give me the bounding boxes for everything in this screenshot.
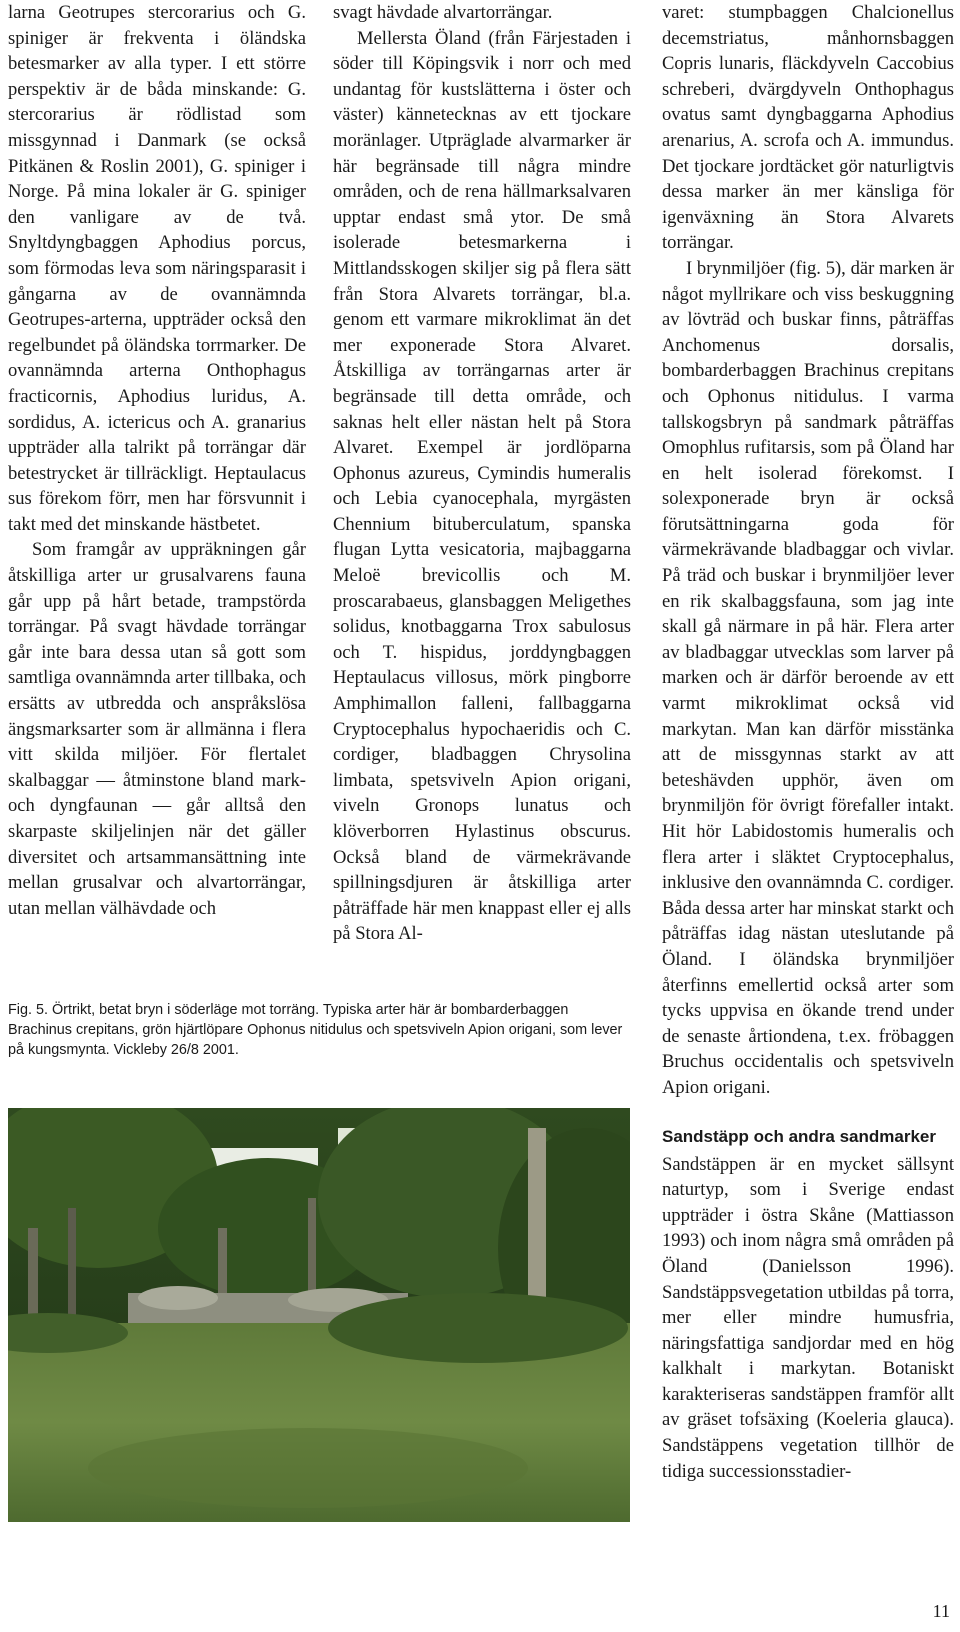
text-column-2 [333, 0, 631, 947]
section-heading: Sandstäpp och andra sandmarker [662, 1126, 936, 1146]
body-paragraph: I brynmiljöer (fig. 5), där marken är något myllrikare och viss beskuggning av lövträd och buskar finns, påträffas Anchomenus dorsalis, bombarderbaggen Brachinus crepitans och Ophonus nitidulus. I varma tallskogsbryn på sandmark påträffas Omophlus rufitarsis, som på Öland har en helt isolerad förekomst. I solexponerade bryn är också förutsättningarna goda för värmekrävande bladbaggar och vivlar. På träd och buskar i brynmiljöer lever en rik skalbaggsfauna, som jag inte skall gå närmare in på här. Flera arter av bladbaggar utvecklas som larver på marken och är därför beroende av ett varmt mikroklimat också vid markytan. Man kan därför misstänka att de missgynnas starkt av att beteshävden upphör, även om brynmiljön för övrigt förefaller intakt. Hit hör Labidostomis humeralis och flera arter i släktet Cryptocephalus, inklusive den ovannämnda C. cordiger. Båda dessa arter har minskat starkt och påträffas idag nästan uteslutande på Öland. I öländska brynmiljöer återfinns emellertid också arter som tycks uppvisa en ökande trend under de senaste årtiondena, t.ex. fröbaggen Bruchus occidentalis och spetsviveln Apion origani. [662, 257, 954, 1098]
figure-caption: Fig. 5. Örtrikt, betat bryn i söderläge mot torräng. Typiska arter här är bombarderbaggen Brachinus crepitans, grön hjärtlöpare Ophonus nitidulus och spetsviveln Apion origani, som lever på kungsmynta. Vickleby 26/8 2001. [8, 1002, 623, 1058]
text-column-1 [8, 0, 306, 921]
text-column-3 [662, 0, 954, 1484]
body-paragraph: Sandstäppen är en mycket sällsynt naturtyp, som i Sverige endast uppträder i östra Skåne (Mattiasson 1993) och inom några små områden på Öland (Danielsson 1996). Sandstäppsvegetation utbildas på torra, mer eller mindre humusfria, näringsfattiga sandjordar med en hög kalkhalt i markytan. Botaniskt karakteriseras sandstäppen framför allt av gräset tofsäxing (Koeleria glauca). Sandstäppens vegetation tillhör de tidiga successionsstadier- [662, 1153, 954, 1482]
body-paragraph: varet: stumpbaggen Chalcionellus decemstriatus, månhornsbaggen Copris lunaris, fläckdyveln Caccobius schreberi, dvärgdyveln Onthophagus ovatus samt dyngbaggarna Aphodius arenarius, A. scrofa och A. immundus. Det tjockare jordtäcket gör naturligtvis dessa marker än mer känsliga för igenväxning än Stora Alvarets torrängar. [662, 2, 954, 254]
body-paragraph: Mellersta Öland (från Färjestaden i söder till Köpingsvik i norr och med undantag för kustslätterna i öster och väster) kännetecknas av ett tjockare moränlager. Utpräglade alvarmarker är här begränsade till några mindre områden, och de rena hällmarksalvaren upptar endast små ytor. De små isolerade betesmarkerna i Mittlandsskogen skiljer sig på flera sätt från Stora Alvarets torrängar, bl.a. genom ett varmare mikroklimat än det mer exponerade Stora Alvaret. Åtskilliga av torrängarnas arter är begränsade till detta område, och saknas helt eller nästan helt på Stora Alvaret. Exempel är jordlöparna Ophonus azureus, Cymindis humeralis och Lebia cyanocephala, myrgästen Chennium bituberculatum, spanska flugan Lytta vesicatoria, majbaggarna Meloë brevicollis och M. proscarabaeus, glansbaggen Meligethes solidus, knotbaggarna Trox sabulosus och T. hispidus, jorddyngbaggen Heptaulacus villosus, mörk pingborre Amphimallon falleni, fallbaggarna Cryptocephalus hypochaeridis och C. cordiger, bladbaggen Chrysolina limbata, spetsviveln Apion origani, viveln Gronops lunatus och klöverborren Hylastinus obscurus. Också bland de värmekrävande spillningsdjuren är åtskilliga arter påträffade här men knappast eller ej alls på Stora Al- [333, 27, 631, 945]
body-paragraph: Som framgår av uppräkningen går åtskilliga arter ur grusalvarens fauna går upp på hårt betade, trampstörda torrängar. På svagt hävdade torrängar går inte bara dessa utan så gott som samtliga ovannämnda arter tillbaka, och ersätts av utbredda och anspråkslösa ängsmarksarter som är allmänna i flera vitt skilda miljöer. För flertalet skalbaggar — åtminstone bland mark- och dyngfaunan — går alltså den skarpaste skiljelinjen när det gäller diversitet och artsammansättning inte mellan grusalvar och alvartorrängar, utan mellan välhävdade och [8, 539, 306, 919]
figure-photo [8, 1108, 630, 1522]
page-number: 11 [932, 1601, 950, 1621]
body-paragraph: larna Geotrupes stercorarius och G. spiniger är frekventa i öländska betesmarker av alla typer. I ett större perspektiv är de båda minskande: G. stercorarius är rödlistad som missgynnad i Danmark (se också Pitkänen & Roslin 2001), G. spiniger i Norge. På mina lokaler är G. spiniger den vanligare av de två. Snyltdyngbaggen Aphodius porcus, som förmodas leva som näringsparasit i gångarna av de ovannämnda Geotrupes-arterna, uppträder också den regelbundet på öländska torrmarker. De ovannämnda arterna Onthophagus fracticornis, Aphodius luridus, A. sordidus, A. ictericus och A. granarius uppträder alla talrikt på torrängar där betestrycket är tillräckligt. Heptaulacus sus förekom förr, men har försvunnit i takt med det minskande hästbetet. [8, 2, 306, 535]
paragraph-spacer [662, 1101, 954, 1126]
body-paragraph: svagt hävdade alvartorrängar. [333, 2, 553, 23]
